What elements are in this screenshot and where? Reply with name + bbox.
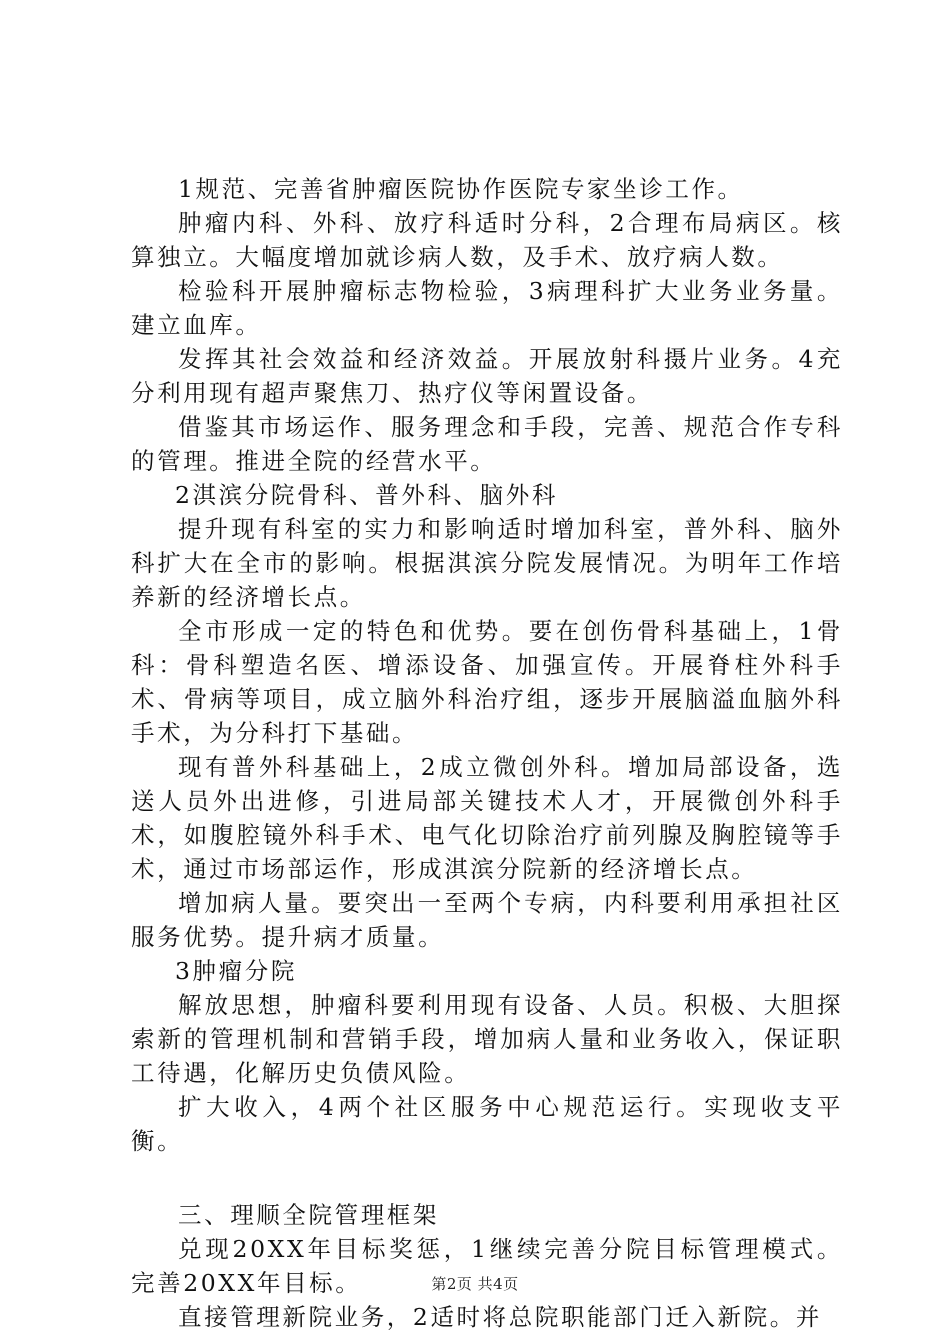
paragraph: 扩大收入，4两个社区服务中心规范运行。实现收支平衡。 [131, 1093, 843, 1155]
paragraph: 发挥其社会效益和经济效益。开展放射科摄片业务。4充分利用现有超声聚焦刀、热疗仪等闲置设备。 [131, 345, 843, 407]
paragraph: 肿瘤内科、外科、放疗科适时分科，2合理布局病区。核算独立。大幅度增加就诊病人数，及手术、放疗病人数。 [131, 209, 843, 271]
paragraph: 检验科开展肿瘤标志物检验，3病理科扩大业务业务量。建立血库。 [131, 277, 843, 339]
paragraph: 增加病人量。要突出一至两个专病，内科要利用承担社区服务优势。提升病才质量。 [131, 889, 843, 951]
section-heading: 2淇滨分院骨科、普外科、脑外科 [175, 481, 558, 509]
document-body [131, 172, 843, 1334]
section-heading: 3肿瘤分院 [175, 957, 297, 985]
paragraph: 直接管理新院业务，2适时将总院职能部门迁入新院。并 [178, 1303, 822, 1331]
paragraph: 1规范、完善省肿瘤医院协作医院专家坐诊工作。 [178, 175, 744, 203]
paragraph: 现有普外科基础上，2成立微创外科。增加局部设备，选送人员外出进修，引进局部关键技术人才，开展微创外科手术，如腹腔镜外科手术、电气化切除治疗前列腺及胸腔镜等手术，通过市场部运作，形成淇滨分院新的经济增长点。 [131, 753, 843, 883]
paragraph: 提升现有科室的实力和影响适时增加科室，普外科、脑外科扩大在全市的影响。根据淇滨分院发展情况。为明年工作培养新的经济增长点。 [131, 515, 843, 611]
paragraph: 解放思想，肿瘤科要利用现有设备、人员。积极、大胆探索新的管理机制和营销手段，增加病人量和业务收入，保证职工待遇，化解历史负债风险。 [131, 991, 843, 1087]
page-number-footer: 第2页 共4页 [431, 1275, 519, 1293]
paragraph: 兑现20XX年目标奖惩，1继续完善分院目标管理模式。完善20XX年目标。 [131, 1235, 843, 1297]
section-heading: 三、理顺全院管理框架 [178, 1201, 439, 1229]
paragraph: 全市形成一定的特色和优势。要在创伤骨科基础上，1骨科：骨科塑造名医、增添设备、加强宣传。开展脊柱外科手术、骨病等项目，成立脑外科治疗组，逐步开展脑溢血脑外科手术，为分科打下基础。 [131, 617, 843, 747]
paragraph: 借鉴其市场运作、服务理念和手段，完善、规范合作专科的管理。推进全院的经营水平。 [131, 413, 843, 475]
